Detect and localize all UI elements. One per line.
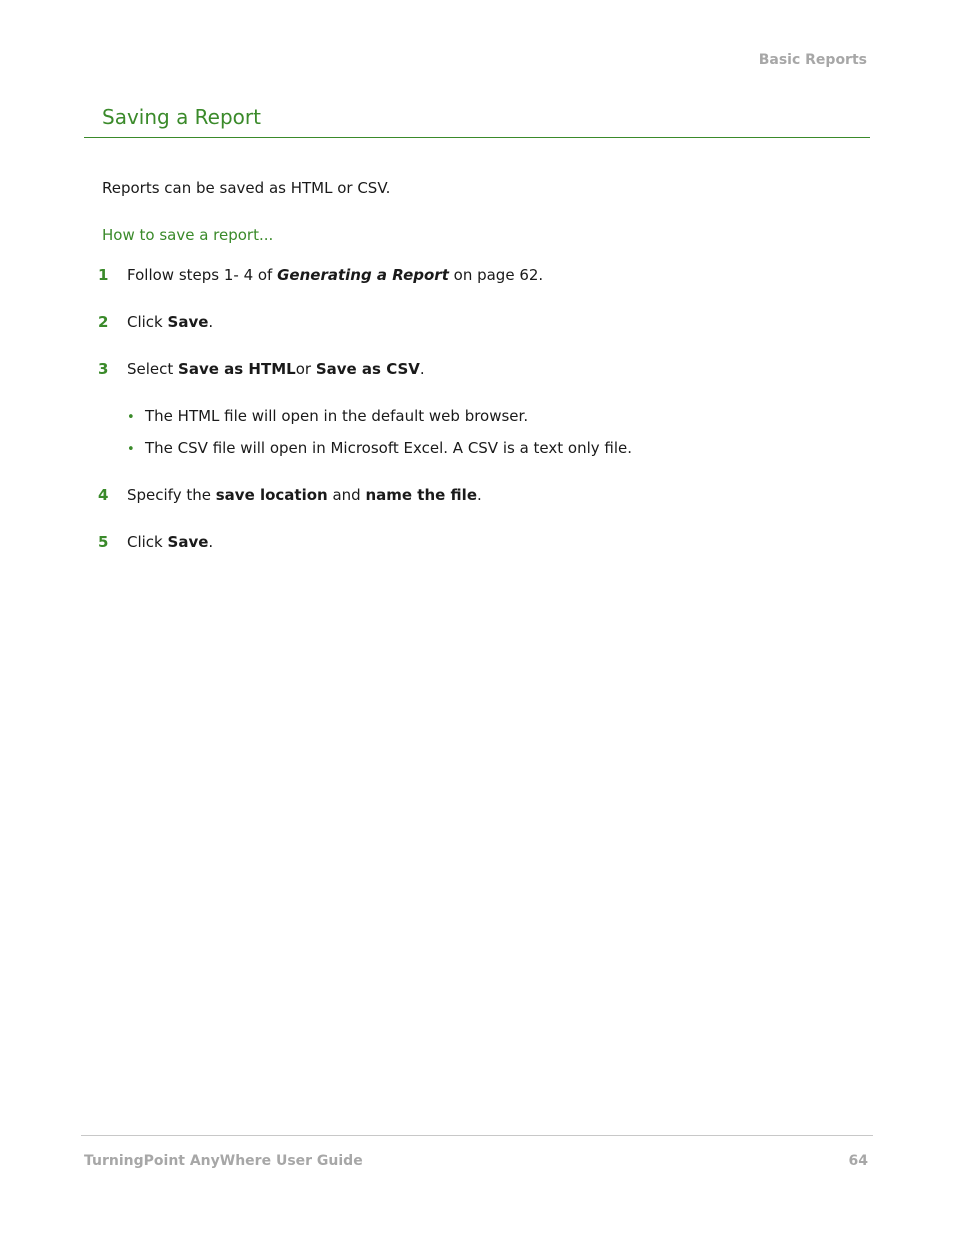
cross-reference: Generating a Report <box>277 266 449 284</box>
step-text: and <box>327 486 366 504</box>
step-text: . <box>477 486 482 504</box>
step-2 <box>98 313 213 331</box>
intro-paragraph: Reports can be saved as HTML or CSV. <box>102 179 391 197</box>
running-header: Basic Reports <box>758 52 867 68</box>
ui-term: name the file <box>365 486 477 504</box>
step-number: 1 <box>98 266 109 284</box>
page-title: Saving a Report <box>102 105 261 129</box>
step-text: Specify the <box>127 486 216 504</box>
bullet-icon: • <box>127 410 135 425</box>
step-text: Follow steps 1- 4 of <box>127 266 278 284</box>
bullet-icon: • <box>127 442 135 457</box>
step-4 <box>98 486 482 504</box>
step-text: . <box>419 360 425 378</box>
step-5 <box>98 533 213 551</box>
step-number: 2 <box>98 313 109 331</box>
ui-term: Save as CSV <box>315 360 420 378</box>
step-text: Click <box>127 533 168 551</box>
ui-term: Save <box>167 533 209 551</box>
ui-term: Save as HTML <box>178 360 296 378</box>
procedure-heading: How to save a report... <box>102 226 274 244</box>
ui-term: Save <box>167 313 209 331</box>
step-text: Select <box>127 360 179 378</box>
bullet-text: The CSV file will open in Microsoft Excel. A CSV is a text only file. <box>145 439 633 457</box>
step-text: or <box>295 360 316 378</box>
page-number: 64 <box>848 1153 868 1169</box>
step-text: . <box>208 313 214 331</box>
step-number: 4 <box>98 486 109 504</box>
bullet-item <box>127 407 528 425</box>
step-1 <box>98 266 543 284</box>
step-number: 5 <box>98 533 109 551</box>
step-number: 3 <box>98 360 109 378</box>
bullet-item <box>127 439 632 457</box>
footer-divider <box>81 1135 873 1136</box>
bullet-text: The HTML file will open in the default web browser. <box>145 407 529 425</box>
title-divider <box>84 137 870 138</box>
ui-term: save location <box>215 486 328 504</box>
footer-guide-title: TurningPoint AnyWhere User Guide <box>84 1153 363 1169</box>
step-text: on page 62. <box>448 266 544 284</box>
step-3 <box>98 360 425 378</box>
step-text: . <box>208 533 214 551</box>
step-text: Click <box>127 313 168 331</box>
